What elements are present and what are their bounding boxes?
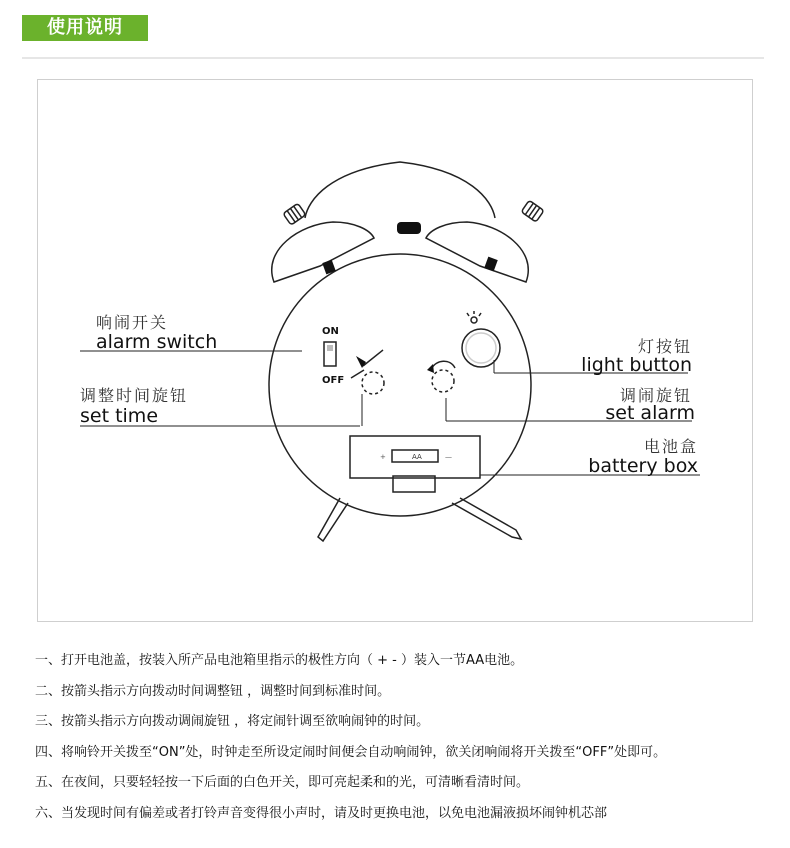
right-leg <box>452 498 521 539</box>
set-alarm-cn-label: 调闹旋钮 <box>619 386 692 405</box>
light-button-cn-label: 灯按钮 <box>637 337 692 356</box>
bulb-icon <box>471 317 477 323</box>
battery-box-en-label: battery box <box>588 455 698 477</box>
left-leg <box>318 498 348 541</box>
instruction-item: 二、按箭头指示方向拨动时间调整钮 ，调整时间到标准时间。 <box>35 683 391 699</box>
alarm-switch-cn-label: 响闹开关 <box>96 313 169 332</box>
left-bell <box>272 222 374 282</box>
instructions-list <box>35 650 775 833</box>
top-handle <box>397 222 421 234</box>
instruction-item: 三、按箭头指示方向拨动调闹旋钮 ，将定闹针调至欲响闹钟的时间。 <box>35 714 430 729</box>
instruction-item: 五、在夜间，只要轻轻按一下后面的白色开关，即可亮起柔和的光，可清晰看清时间。 <box>35 775 530 790</box>
set-time-knob <box>362 372 384 394</box>
light-button-en-label: light button <box>581 354 692 376</box>
set-time-cn-label: 调整时间旋钮 <box>80 386 189 405</box>
left-knob <box>283 203 306 225</box>
battery-label: AA <box>412 453 422 461</box>
battery-box-cn-label: 电池盒 <box>643 437 698 456</box>
switch-off-label: OFF <box>322 375 345 386</box>
instruction-item: 六、当发现时间有偏差或者打铃声音变得很小声时，请及时更换电池，以免电池漏液损坏闹钟机芯部 <box>35 805 608 821</box>
instruction-item: 四、将响铃开关拨至“ON”处，时钟走至所设定闹时间便会自动响闹钟，欲关闭响闹将开关拨至“OFF”处即可。 <box>35 744 667 760</box>
battery-plus: + <box>380 453 386 461</box>
alarm-switch-en-label: alarm switch <box>96 331 218 353</box>
instruction-item: 一、打开电池盖，按装入所产品电池箱里指示的极性方向（ + - ）装入一节AA电池。 <box>35 653 524 668</box>
right-bell <box>426 222 528 282</box>
set-time-en-label: set time <box>80 405 159 427</box>
battery-minus: — <box>445 453 452 461</box>
set-alarm-en-label: set alarm <box>605 402 695 424</box>
section-title: 使用说明 <box>22 15 148 41</box>
right-knob <box>521 200 544 222</box>
set-alarm-knob <box>432 370 454 392</box>
switch-on-label: ON <box>322 326 339 337</box>
bell-dome <box>305 162 495 218</box>
